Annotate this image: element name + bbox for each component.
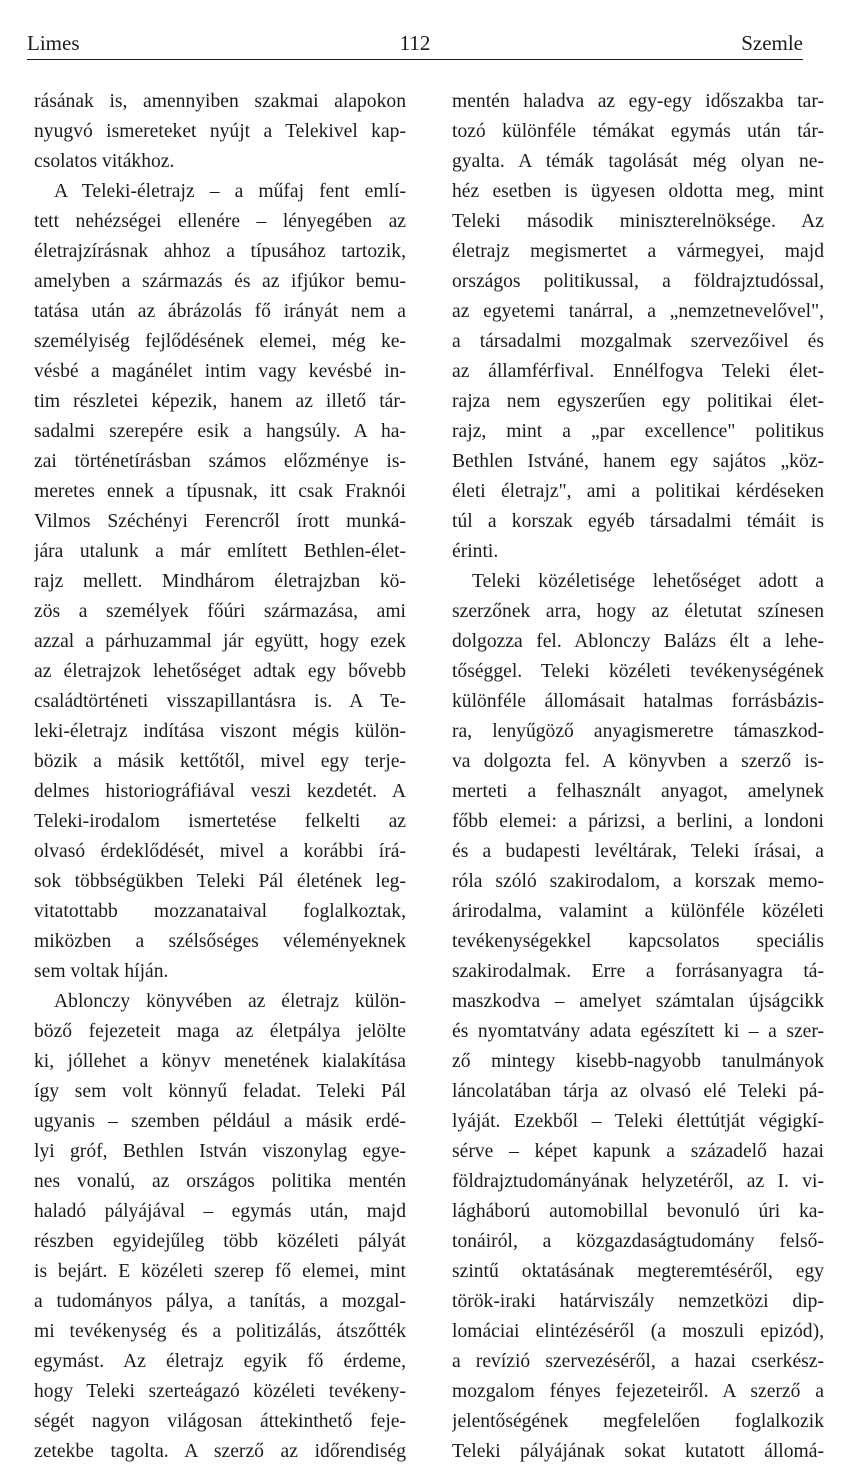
text-line: olvasó érdeklődését, mivel a korábbi írá- (34, 841, 406, 862)
text-line: életrajzírásnak ahhoz a típusához tartozik, (34, 241, 406, 262)
text-line: maszkodva – amelyet számtalan újságcikk (452, 991, 824, 1012)
text-line: rajza nem egyszerűen egy politikai élet- (452, 391, 824, 412)
text-line: lágháború automobillal bevonuló úri ka- (452, 1201, 824, 1222)
text-line: életrajz megismertet a vármegyei, majd (452, 241, 824, 262)
text-line: nyugvó ismereteket nyújt a Telekivel kap- (34, 121, 406, 142)
text-line: a társadalmi mozgalmak szervezőivel és (452, 331, 824, 352)
text-line: sadalmi szerepére esik a hangsúly. A ha- (34, 421, 406, 442)
text-line: róla szóló szakirodalom, a korszak memo- (452, 871, 824, 892)
text-line: sem voltak híján. (34, 961, 169, 982)
text-line: tatása után az ábrázolás fő irányát nem a (34, 301, 406, 322)
text-line: zai történetírásban számos előzménye is- (34, 451, 406, 472)
text-line: így sem volt könnyű feladat. Teleki Pál (34, 1081, 406, 1102)
text-line: láncolatában tárja az olvasó elé Teleki pá- (452, 1081, 824, 1102)
text-line: ugyanis – szemben például a másik erdé- (34, 1111, 406, 1132)
right-text-column (452, 87, 824, 1467)
text-line: is bejárt. E közéleti szerep fő elemei, mint (34, 1261, 406, 1282)
journal-title: Limes (27, 31, 80, 55)
text-line: szintű oktatásának megteremtéséről, egy (452, 1261, 824, 1282)
text-line: jelentőségének megfelelően foglalkozik (452, 1411, 824, 1432)
text-line: Teleki közéletisége lehetőséget adott a (472, 571, 824, 592)
text-line: delmes historiográfiával veszi kezdetét. A (34, 781, 406, 802)
text-line: leki-életrajz indítása viszont mégis külön- (34, 721, 406, 742)
text-line: főbb elemei: a párizsi, a berlini, a londoni (452, 811, 824, 832)
left-text-column (34, 87, 406, 1467)
header-rule (27, 59, 803, 60)
text-line: sérve – képet kapunk a századelő hazai (452, 1141, 824, 1162)
text-line: az életrajzok lehetőséget adtak egy bővebb (34, 661, 406, 682)
text-line: egymást. Az életrajz egyik fő érdeme, (34, 1351, 406, 1372)
text-line: a revízió szervezéséről, a hazai cserkész- (452, 1351, 824, 1372)
text-line: mi tevékenység és a politizálás, átszőtték (34, 1321, 406, 1342)
text-line: tim részletei képezik, hanem az illető tár- (34, 391, 406, 412)
text-line: túl a korszak egyéb társadalmi témáit is (452, 511, 824, 532)
page-number: 112 (399, 31, 431, 55)
text-line: gyalta. A témák tagolását még olyan ne- (452, 151, 824, 172)
text-line: tonáiról, a közgazdaságtudomány felső- (452, 1231, 824, 1252)
text-line: ra, lenyűgöző anyagismeretre támaszkod- (452, 721, 824, 742)
text-line: dolgozza fel. Ablonczy Balázs élt a lehe- (452, 631, 824, 652)
text-line: jára utalunk a már említett Bethlen-élet- (34, 541, 406, 562)
text-line: ki, jóllehet a könyv menetének kialakítása (34, 1051, 406, 1072)
text-line: Ablonczy könyvében az életrajz külön- (54, 991, 406, 1012)
text-line: tevékenységekkel kapcsolatos speciális (452, 931, 824, 952)
text-line: héz esetben is ügyesen oldotta meg, mint (452, 181, 824, 202)
text-line: azzal a párhuzammal jár együtt, hogy ezek (34, 631, 406, 652)
text-line: Teleki-irodalom ismertetése felkelti az (34, 811, 406, 832)
text-line: vitatottabb mozzanataival foglalkoztak, (34, 901, 406, 922)
text-line: bözik a másik kettőtől, mivel egy terje- (34, 751, 406, 772)
text-line: szakirodalmak. Erre a forrásanyagra tá- (452, 961, 824, 982)
text-line: lyi gróf, Bethlen István viszonylag egye- (34, 1141, 406, 1162)
text-line: az egyetemi tanárral, a „nemzetnevelővel", (452, 301, 824, 322)
section-title: Szemle (741, 31, 803, 55)
text-line: rajz mellett. Mindhárom életrajzban kö- (34, 571, 406, 592)
text-line: családtörténeti visszapillantásra is. A Te- (34, 691, 406, 712)
text-line: miközben a szélsőséges véleményeknek (34, 931, 406, 952)
text-line: haladó pályájával – egymás után, majd (34, 1201, 406, 1222)
text-line: tőséggel. Teleki közéleti tevékenységének (452, 661, 824, 682)
text-line: böző fejezeteit maga az életpálya jelölte (34, 1021, 406, 1042)
text-line: életi életrajz", ami a politikai kérdéseken (452, 481, 824, 502)
text-line: zetekbe tagolta. A szerző az időrendiség (34, 1441, 406, 1462)
text-line: tett nehézségei ellenére – lényegében az (34, 211, 406, 232)
text-line: Teleki második miniszterelnöksége. Az (452, 211, 824, 232)
text-line: Bethlen Istváné, hanem egy sajátos „köz- (452, 451, 824, 472)
text-line: vésbé a magánélet intim vagy kevésbé in- (34, 361, 406, 382)
running-header (27, 0, 803, 60)
text-line: személyiség fejlődésének elemei, még ke- (34, 331, 406, 352)
text-line: és nyomtatvány adata egészített ki – a szer- (452, 1021, 824, 1042)
text-line: sok többségükben Teleki Pál életének leg- (34, 871, 406, 892)
text-line: csolatos vitákhoz. (34, 151, 175, 172)
text-line: va dolgozta fel. A könyvben a szerző is- (452, 751, 824, 772)
text-line: nes vonalú, az országos politika mentén (34, 1171, 406, 1192)
text-line: országos politikussal, a földrajztudóssal, (452, 271, 824, 292)
text-line: mentén haladva az egy-egy időszakba tar- (452, 91, 824, 112)
text-line: A Teleki-életrajz – a műfaj fent emlí- (54, 181, 406, 202)
text-line: az államférfival. Ennélfogva Teleki élet- (452, 361, 824, 382)
text-line: Vilmos Széchényi Ferencről írott munká- (34, 511, 406, 532)
text-line: ző mintegy kisebb-nagyobb tanulmányok (452, 1051, 824, 1072)
text-line: lomáciai elintézéséről (a moszuli epizód), (452, 1321, 824, 1342)
text-line: részben egyidejűleg több közéleti pályát (34, 1231, 406, 1252)
text-line: meretes ennek a típusnak, itt csak Fraknói (34, 481, 406, 502)
text-line: és a budapesti levéltárak, Teleki írásai, a (452, 841, 824, 862)
text-line: földrajztudományának helyzetéről, az I. vi- (452, 1171, 824, 1192)
text-line: különféle állomásait hatalmas forrásbázis- (452, 691, 824, 712)
text-line: rásának is, amennyiben szakmai alapokon (34, 91, 406, 112)
text-line: lyáját. Ezekből – Teleki élettútját végigkí- (452, 1111, 824, 1132)
text-line: ségét nagyon világosan áttekinthető feje- (34, 1411, 406, 1432)
text-line: rajz, mint a „par excellence" politikus (452, 421, 824, 442)
text-line: érinti. (452, 541, 499, 562)
text-line: szerzőnek arra, hogy az életutat színesen (452, 601, 824, 622)
text-line: amelyben a származás és az ifjúkor bemu- (34, 271, 406, 292)
text-line: merteti a felhasznált anyagot, amelynek (452, 781, 824, 802)
text-line: hogy Teleki szerteágazó közéleti tevékeny- (34, 1381, 406, 1402)
text-line: a tudományos pálya, a tanítás, a mozgal- (34, 1291, 406, 1312)
text-line: mozgalom fényes fejezeteiről. A szerző a (452, 1381, 824, 1402)
text-line: Teleki pályájának sokat kutatott állomá- (452, 1441, 824, 1462)
text-line: török-iraki határviszály nemzetközi dip- (452, 1291, 824, 1312)
text-line: tozó különféle témákat egymás után tár- (452, 121, 824, 142)
text-line: zös a személyek főúri származása, ami (34, 601, 406, 622)
text-line: árirodalma, valamint a különféle közéleti (452, 901, 824, 922)
